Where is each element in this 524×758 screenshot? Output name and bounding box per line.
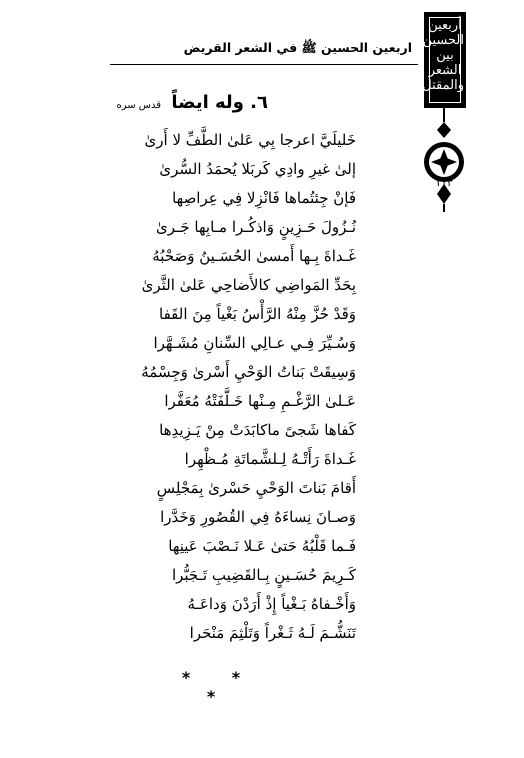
honorific-mark: قدس سره	[116, 100, 162, 111]
verse: وَسِيقَتْ بَناتُ الوَحْيِ أَسْرىٰ وَجِسْمُهُ	[141, 363, 356, 381]
header-rule	[110, 64, 418, 65]
verse: كَـرِيمَ حُسَـينٍ بِـالقَضِيبِ تَـجَبُّرا	[171, 566, 356, 584]
verse: بِحَدِّ المَواضِي كالأَضاحِي عَلىٰ الثَّرىٰ	[141, 276, 356, 294]
section-separator: * * *	[181, 668, 259, 706]
verse: إلىٰ غيرِ وادِي كَربَلا يُحمَدُ السُّرىٰ	[159, 160, 356, 178]
verse: وَسُـيِّرَ فِـي عـالِي السِّنانِ مُشَـهَّرا	[153, 334, 356, 352]
section-title-text: ٦. وله ايضاً	[171, 92, 268, 113]
verse: كَفاها شَجىً ماكابَدَتْ مِنْ يَـزِيدِها	[159, 421, 356, 439]
verse: أَقامَ بَناتَ الوَحْيِ حَسْرىٰ بِمَجْلِسٍ	[156, 479, 356, 497]
side-calligraphy-panel	[424, 12, 466, 108]
verse: وَأَخْـفاهُ بَـغْياً إِذْ أَرَدْنَ وَداعَـهُ	[187, 595, 356, 613]
running-header-title: اربعين الحسين ﷺ في الشعر القريض	[183, 40, 412, 55]
verse: وَقَدْ حُزَّ مِنْهُ الرَّأْسُ بَغْياً مِنَ القَفا	[159, 305, 356, 323]
side-panel-calligraphy: أربعين الحسين بين الشعر والمقتل	[422, 18, 464, 93]
verse: تَنَشُّـمَ لَـهُ ثَـغْراً وَتَلْثِمَ مَنْحَرا	[189, 624, 356, 642]
verse: عَـلىٰ الرَّغْـمِ مِـنْها خَـلَّفَتْهُ مُعَفَّرا	[164, 392, 356, 410]
section-title	[116, 92, 268, 113]
verse: نُـزُولَ حَـزِينٍ وَاذكُـرا مـابِها جَـرىٰ	[155, 218, 356, 236]
verse: فَإنْ جِئتُماها فَانْزِلا فِي عِراصِها	[172, 189, 356, 207]
verse: غَـداةَ بِـها أَمسىٰ الحُسَـينُ وَصَحْبُهُ	[152, 247, 356, 265]
verse: خَليلَيَّ اعرجا بِي عَلىٰ الطَّفِّ لا أَرىٰ	[144, 131, 356, 149]
page-number: ١١٣	[435, 176, 453, 189]
verse: فَـما قَلْبُهُ حَتىٰ عَـلا نَـصْبَ عَينِها	[168, 537, 356, 555]
verse: وَصـانَ نِساءَهُ فِي القُصُورِ وَخَدَّرا	[160, 508, 356, 526]
verse: غَـداةَ رَأَتْـهُ لِـلشَّماتَةِ مُـظْهِرا	[184, 450, 356, 468]
ornament-pendant-icon	[420, 104, 468, 214]
